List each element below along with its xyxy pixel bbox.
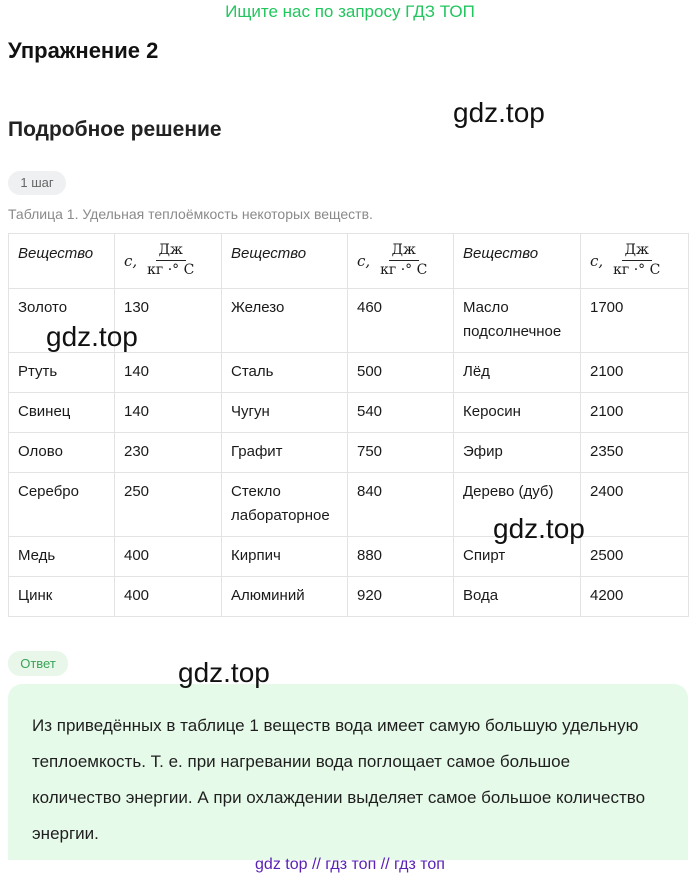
table-cell: 2100 bbox=[581, 353, 689, 393]
table-cell: 920 bbox=[348, 577, 454, 617]
c-symbol: c, bbox=[590, 251, 604, 270]
table-caption: Таблица 1. Удельная теплоёмкость некоторых веществ. bbox=[8, 206, 373, 222]
table-cell: Алюминий bbox=[222, 577, 348, 617]
unit-numerator: Дж bbox=[156, 242, 186, 261]
header-heat-capacity bbox=[348, 234, 454, 289]
unit-denominator: кг ·° C bbox=[147, 262, 195, 278]
table-cell: Эфир bbox=[454, 433, 581, 473]
table-cell: 130 bbox=[115, 289, 222, 353]
c-symbol: c, bbox=[357, 251, 371, 270]
header-substance: Вещество bbox=[222, 234, 348, 289]
watermark: gdz.top bbox=[178, 657, 270, 688]
table-cell: 880 bbox=[348, 537, 454, 577]
table-cell: 2400 bbox=[581, 473, 689, 537]
header-heat-capacity bbox=[581, 234, 689, 289]
header-heat-capacity bbox=[115, 234, 222, 289]
table-cell: 2350 bbox=[581, 433, 689, 473]
table-cell: Железо bbox=[222, 289, 348, 353]
table-cell: Стекло лабораторное bbox=[222, 473, 348, 537]
table-row bbox=[9, 393, 689, 433]
table-cell: 230 bbox=[115, 433, 222, 473]
table-cell: Ртуть bbox=[9, 353, 115, 393]
c-symbol: c, bbox=[124, 251, 138, 270]
table-cell: 840 bbox=[348, 473, 454, 537]
table-cell: 400 bbox=[115, 577, 222, 617]
table-cell: 540 bbox=[348, 393, 454, 433]
header-substance: Вещество bbox=[9, 234, 115, 289]
table-cell: 400 bbox=[115, 537, 222, 577]
answer-badge[interactable]: Ответ bbox=[8, 651, 68, 676]
header-substance: Вещество bbox=[454, 234, 581, 289]
table-cell: Олово bbox=[9, 433, 115, 473]
table-cell: Вода bbox=[454, 577, 581, 617]
table-cell: 4200 bbox=[581, 577, 689, 617]
table-row bbox=[9, 353, 689, 393]
table-cell: Свинец bbox=[9, 393, 115, 433]
table-row bbox=[9, 577, 689, 617]
table-cell: Лёд bbox=[454, 353, 581, 393]
heat-capacity-table bbox=[8, 233, 689, 617]
table-row bbox=[9, 537, 689, 577]
table-cell: Серебро bbox=[9, 473, 115, 537]
table-cell: Масло подсолнечное bbox=[454, 289, 581, 353]
table-cell: 140 bbox=[115, 393, 222, 433]
table-row bbox=[9, 433, 689, 473]
table-cell: Кирпич bbox=[222, 537, 348, 577]
table-cell: Цинк bbox=[9, 577, 115, 617]
table-cell: Керосин bbox=[454, 393, 581, 433]
answer-text: Из приведённых в таблице 1 веществ вода имеет самую большую удельную теплоемкость. Т. е. при нагревании вода поглощает самое большое количество энергии. А при охлаждении выделяет самое большое количество энергии. bbox=[32, 716, 646, 843]
table-cell: 460 bbox=[348, 289, 454, 353]
table-cell: Дерево (дуб) bbox=[454, 473, 581, 537]
footer-links[interactable]: gdz top // гдз топ // гдз топ bbox=[255, 856, 445, 873]
unit-denominator: кг ·° C bbox=[380, 262, 428, 278]
table-row bbox=[9, 473, 689, 537]
table-cell: 140 bbox=[115, 353, 222, 393]
table-header-row bbox=[9, 234, 689, 289]
exercise-title: Упражнение 2 bbox=[8, 38, 159, 63]
table-cell: 500 bbox=[348, 353, 454, 393]
table-cell: 2100 bbox=[581, 393, 689, 433]
unit-denominator: кг ·° C bbox=[613, 262, 661, 278]
unit-numerator: Дж bbox=[622, 242, 652, 261]
table-cell: 1700 bbox=[581, 289, 689, 353]
table-cell: Золото bbox=[9, 289, 115, 353]
table-cell: 250 bbox=[115, 473, 222, 537]
watermark: gdz.top bbox=[493, 513, 585, 544]
table-cell: 750 bbox=[348, 433, 454, 473]
table-cell: Медь bbox=[9, 537, 115, 577]
search-banner[interactable]: Ищите нас по запросу ГДЗ ТОП bbox=[225, 2, 475, 21]
table-cell: 2500 bbox=[581, 537, 689, 577]
table-cell: Сталь bbox=[222, 353, 348, 393]
table-cell: Спирт bbox=[454, 537, 581, 577]
unit-numerator: Дж bbox=[389, 242, 419, 261]
table-cell: Графит bbox=[222, 433, 348, 473]
step-badge[interactable]: 1 шаг bbox=[8, 171, 66, 195]
table-cell: Чугун bbox=[222, 393, 348, 433]
watermark: gdz.top bbox=[46, 321, 138, 352]
watermark: gdz.top bbox=[453, 97, 545, 128]
solution-title: Подробное решение bbox=[8, 118, 222, 141]
